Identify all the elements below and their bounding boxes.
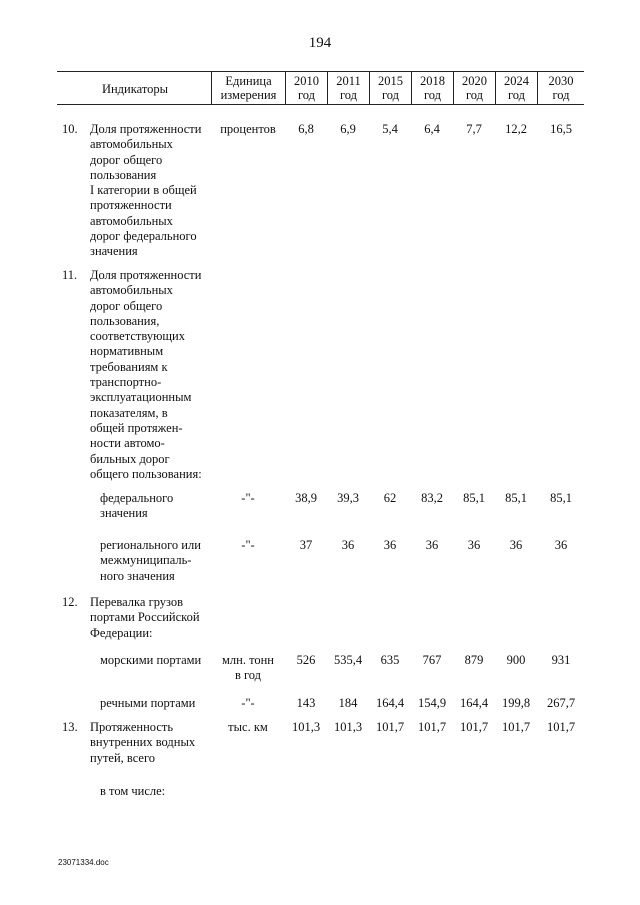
header-year-2011 <box>328 74 369 102</box>
year-value: 36 <box>554 538 568 552</box>
indicator-label-line: пользования, <box>90 313 160 328</box>
indicator-label-line: соответствующих <box>90 329 185 344</box>
indicator-label-line: бильных дорог <box>90 451 170 466</box>
header-year: 2011 <box>336 74 361 88</box>
year-value: 535,4 <box>333 653 363 667</box>
header-indicators: Индикаторы <box>101 82 169 96</box>
year-value: 6,4 <box>424 122 440 136</box>
indicator-label-line: Протяженность <box>90 720 174 734</box>
year-value: 143 <box>296 696 316 710</box>
header-year-suffix: год <box>465 88 484 102</box>
year-value: 36 <box>467 538 481 552</box>
indicator-label-line: внутренних водных <box>90 735 196 750</box>
indicator-label-line: общей протяжен- <box>90 420 183 435</box>
indicator-label-line: портами Российской <box>90 610 200 625</box>
year-value: 101,3 <box>291 720 321 734</box>
indicator-label-line: Доля протяженности <box>90 122 202 136</box>
year-value: 39,3 <box>337 491 359 505</box>
indicator-label-line: федерального <box>100 491 174 505</box>
unit-of-measure: процентов <box>220 122 276 136</box>
indicator-label-line: Доля протяженности <box>90 268 202 282</box>
indicator-label-line: ности автомо- <box>90 436 165 451</box>
header-year: 2015 <box>378 74 403 88</box>
indicator-label-line: I категории в общей <box>90 183 197 198</box>
header-year-suffix: год <box>339 88 358 102</box>
indicator-label-line: автомобильных <box>90 213 173 228</box>
unit-of-measure: -"- <box>241 491 255 505</box>
header-year-2018 <box>412 74 453 102</box>
header-year-2024 <box>496 74 537 102</box>
header-year-2010 <box>286 74 327 102</box>
indicator-label <box>100 653 218 668</box>
year-value: 85,1 <box>550 491 572 505</box>
year-value: 164,4 <box>459 696 489 710</box>
indicator-label-line: дорог общего <box>90 152 163 167</box>
indicator-label <box>100 696 218 711</box>
indicator-label-line: в том числе: <box>100 784 166 798</box>
indicator-label <box>90 720 220 766</box>
year-value: 164,4 <box>375 696 405 710</box>
header-unit <box>212 74 285 102</box>
year-value: 36 <box>425 538 439 552</box>
year-value: 6,8 <box>298 122 314 136</box>
header-year: 2024 <box>504 74 529 88</box>
year-value: 83,2 <box>421 491 443 505</box>
indicator-label-line: значения <box>90 244 138 259</box>
indicator-label <box>100 491 218 522</box>
indicator-label-line: нормативным <box>90 344 164 359</box>
indicator-label <box>100 784 218 799</box>
year-value: 101,7 <box>459 720 489 734</box>
header-year-suffix: год <box>381 88 400 102</box>
indicator-label-line: речными портами <box>100 696 196 710</box>
year-value: 5,4 <box>382 122 398 136</box>
indicator-label-line: протяженности <box>90 198 172 213</box>
indicator-label-line: требованиям к <box>90 359 168 374</box>
year-value: 101,7 <box>375 720 405 734</box>
year-value: 36 <box>383 538 397 552</box>
year-value: 36 <box>509 538 523 552</box>
indicator-label-line: показателям, в <box>90 405 168 420</box>
indicator-label-line: регионального или <box>100 538 201 552</box>
year-value: 154,9 <box>417 696 447 710</box>
unit-of-measure: тыс. км <box>228 720 268 734</box>
year-value: 62 <box>383 491 397 505</box>
header-year-suffix: год <box>297 88 316 102</box>
year-value: 526 <box>296 653 316 667</box>
table-header-bottom-rule <box>57 104 584 105</box>
indicator-label-line: дорог общего <box>90 298 163 313</box>
indicator-label-line: эксплуатационным <box>90 390 192 405</box>
indicator-label-line: автомобильных <box>90 283 173 298</box>
year-value: 101,7 <box>501 720 531 734</box>
year-value: 267,7 <box>546 696 576 710</box>
document-footer: 23071334.doc <box>58 858 109 867</box>
indicator-label <box>90 595 220 641</box>
header-year-2030 <box>538 74 584 102</box>
header-unit-line: измерения <box>220 88 277 102</box>
row-number: 10. <box>62 122 78 136</box>
year-value: 38,9 <box>295 491 317 505</box>
year-value: 101,3 <box>333 720 363 734</box>
indicator-label-line: автомобильных <box>90 137 173 152</box>
year-value: 12,2 <box>505 122 527 136</box>
indicator-label-line: межмуниципаль- <box>100 553 192 568</box>
year-value: 7,7 <box>466 122 482 136</box>
indicator-label <box>90 122 220 260</box>
indicator-label-line: морскими портами <box>100 653 202 667</box>
year-value: 931 <box>551 653 571 667</box>
unit-of-measure: -"- <box>241 696 255 710</box>
year-value: 16,5 <box>550 122 572 136</box>
unit-line: в год <box>234 668 262 683</box>
year-value: 879 <box>464 653 484 667</box>
table-top-rule <box>57 71 584 72</box>
row-number: 13. <box>62 720 78 734</box>
row-number: 11. <box>62 268 78 282</box>
indicator-label-line: общего пользования: <box>90 466 202 481</box>
indicator-label-line: транспортно- <box>90 375 162 390</box>
unit-of-measure <box>210 653 286 684</box>
indicator-label-line: путей, всего <box>90 750 156 765</box>
header-year: 2020 <box>462 74 487 88</box>
header-year: 2010 <box>294 74 319 88</box>
header-year-suffix: год <box>507 88 526 102</box>
year-value: 635 <box>380 653 400 667</box>
row-number: 12. <box>62 595 78 609</box>
indicator-label-line: дорог федерального <box>90 229 197 244</box>
indicator-label-line: значения <box>100 506 148 521</box>
year-value: 37 <box>299 538 313 552</box>
year-value: 85,1 <box>463 491 485 505</box>
indicator-label-line: ного значения <box>100 568 175 583</box>
indicator-label <box>100 538 218 584</box>
year-value: 36 <box>341 538 355 552</box>
header-unit-line: Единица <box>225 74 272 88</box>
header-year-2015 <box>370 74 411 102</box>
year-value: 199,8 <box>501 696 531 710</box>
page-number: 194 <box>308 35 332 51</box>
unit-line: млн. тонн <box>221 653 274 667</box>
year-value: 184 <box>338 696 358 710</box>
header-year-2020 <box>454 74 495 102</box>
unit-of-measure: -"- <box>241 538 255 552</box>
indicator-label <box>90 268 220 482</box>
header-year-suffix: год <box>423 88 442 102</box>
year-value: 6,9 <box>340 122 356 136</box>
year-value: 767 <box>422 653 442 667</box>
header-year: 2018 <box>420 74 445 88</box>
year-value: 101,7 <box>546 720 576 734</box>
header-year: 2030 <box>548 74 574 88</box>
indicator-label-line: пользования <box>90 167 157 182</box>
indicator-label-line: Перевалка грузов <box>90 595 184 609</box>
year-value: 85,1 <box>505 491 527 505</box>
header-year-suffix: год <box>552 88 570 102</box>
indicator-label-line: Федерации: <box>90 625 153 640</box>
year-value: 101,7 <box>417 720 447 734</box>
year-value: 900 <box>506 653 526 667</box>
